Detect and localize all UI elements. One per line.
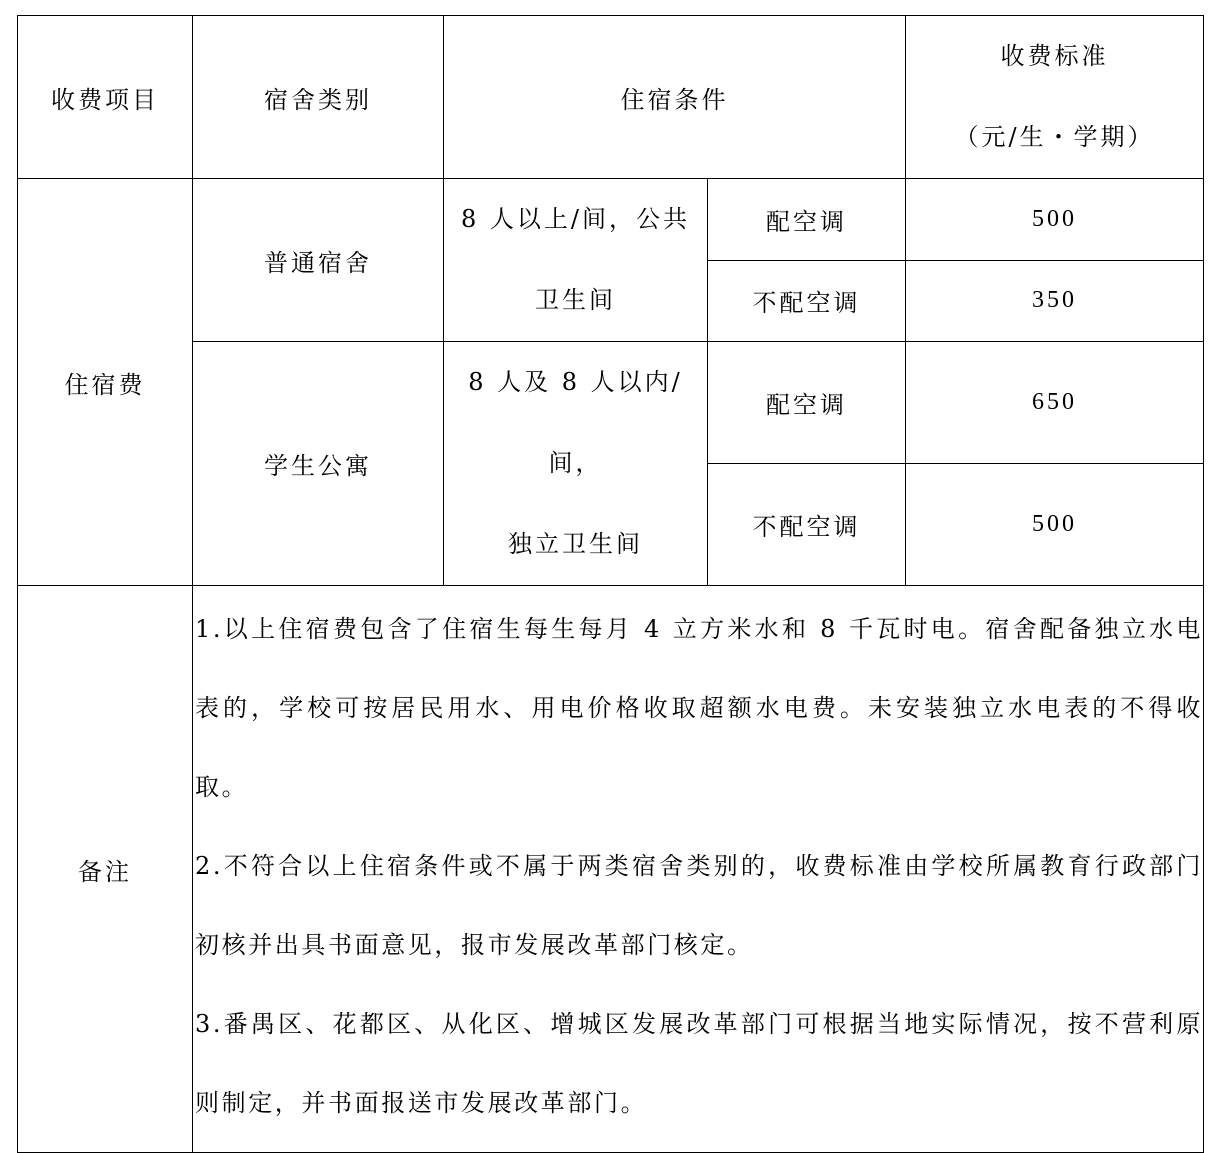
table-row [18, 179, 1204, 261]
condition-cell [444, 342, 708, 586]
condition-line: 8 人以上/间，公共 [461, 205, 690, 233]
header-standard [906, 16, 1204, 179]
ac-cell: 配空调 [708, 342, 906, 464]
ac-cell: 配空调 [708, 179, 906, 261]
fee-value-cell: 500 [906, 179, 1204, 261]
fee-value-cell: 650 [906, 342, 1204, 464]
condition-cell [444, 179, 708, 342]
header-condition: 住宿条件 [444, 16, 906, 179]
dorm-type-cell: 普通宿舍 [193, 179, 444, 342]
condition-line: 独立卫生间 [508, 530, 643, 558]
header-dorm-type: 宿舍类别 [193, 16, 444, 179]
header-standard-title: 收费标准 [1000, 42, 1109, 70]
notes-content [193, 586, 1204, 1153]
fee-value-cell: 500 [906, 464, 1204, 586]
condition-line: 8 人及 8 人以内/间， [468, 368, 683, 477]
ac-cell: 不配空调 [708, 260, 906, 342]
notes-row [18, 586, 1204, 1153]
condition-line: 卫生间 [535, 286, 616, 314]
note-item: 3.番禺区、花都区、从化区、增城区发展改革部门可根据当地实际情况，按不营利原则制定，并书面报送市发展改革部门。 [195, 1010, 1203, 1117]
header-row [18, 16, 1204, 179]
header-standard-unit: （元/生・学期） [954, 123, 1155, 151]
fee-value-cell: 350 [906, 260, 1204, 342]
table-row [18, 342, 1204, 464]
notes-label: 备注 [18, 586, 193, 1153]
dorm-type-cell: 学生公寓 [193, 342, 444, 586]
ac-cell: 不配空调 [708, 464, 906, 586]
note-item: 1.以上住宿费包含了住宿生每生每月 4 立方米水和 8 千瓦时电。宿舍配备独立水电表的，学校可按居民用水、用电价格收取超额水电费。未安装独立水电表的不得收取。 [195, 615, 1203, 801]
note-item: 2.不符合以上住宿条件或不属于两类宿舍类别的，收费标准由学校所属教育行政部门初核并出具书面意见，报市发展改革部门核定。 [195, 852, 1203, 959]
header-fee-item: 收费项目 [18, 16, 193, 179]
fee-standard-table [17, 15, 1204, 1153]
fee-item-cell: 住宿费 [18, 179, 193, 586]
